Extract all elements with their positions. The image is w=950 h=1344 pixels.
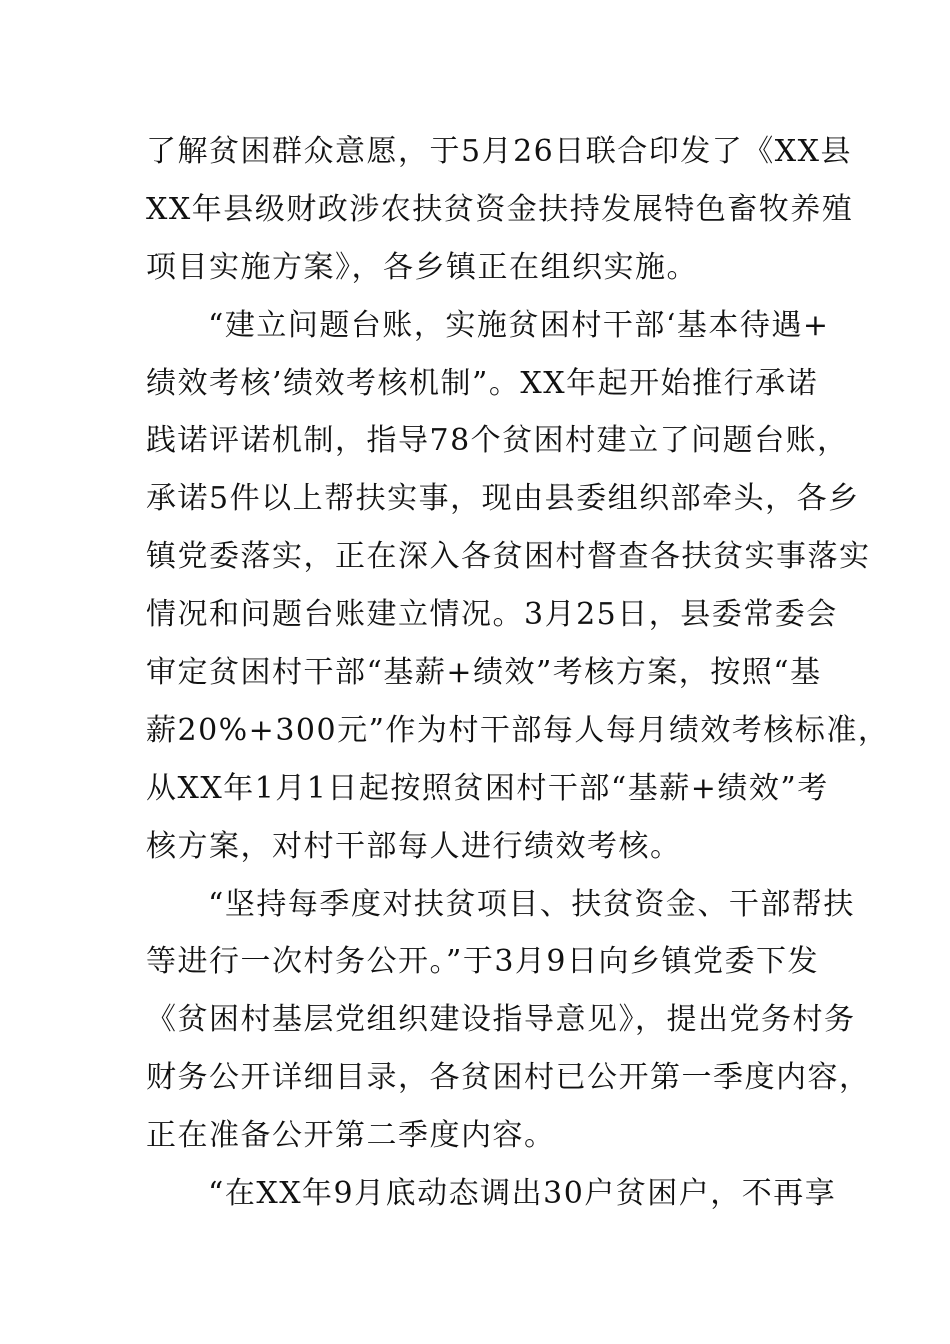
text-line: 《贫困村基层党组织建设指导意见》，提出党务村务 xyxy=(146,1002,856,1038)
paragraph-start-line: “建立问题台账，实施贫困村干部‘基本待遇+ xyxy=(208,307,830,343)
text-line: XX年县级财政涉农扶贫资金扶持发展特色畜牧养殖 xyxy=(146,191,854,227)
text-line: 承诺5件以上帮扶实事，现由县委组织部牵头，各乡 xyxy=(146,481,860,517)
text-line: 从XX年1月1日起按照贫困村干部“基薪+绩效”考 xyxy=(146,770,829,806)
text-line: 等进行一次村务公开。”于3月9日向乡镇党委下发 xyxy=(146,944,820,980)
text-line: 核方案，对村干部每人进行绩效考核。 xyxy=(146,828,682,864)
text-line: 情况和问题台账建立情况。3月25日，县委常委会 xyxy=(146,597,838,633)
document-body xyxy=(146,123,890,1223)
text-line: 正在准备公开第二季度内容。 xyxy=(146,1118,556,1154)
text-line: 薪20%+300元”作为村干部每人每月绩效考核标准， xyxy=(146,712,890,748)
text-line: 了解贫困群众意愿，于5月26日联合印发了《XX县 xyxy=(146,134,852,169)
text-line: 审定贫困村干部“基薪+绩效”考核方案，按照“基 xyxy=(146,655,822,691)
paragraph-start-line: “坚持每季度对扶贫项目、扶贫资金、干部帮扶 xyxy=(208,886,855,922)
text-line: 项目实施方案》，各乡镇正在组织实施。 xyxy=(146,249,698,285)
text-line: 镇党委落实，正在深入各贫困村督查各扶贫实事落实 xyxy=(146,539,871,575)
paragraph-start-line: “在XX年9月底动态调出30户贫困户，不再享 xyxy=(208,1176,837,1212)
text-line: 践诺评诺机制，指导78个贫困村建立了问题台账， xyxy=(146,423,849,459)
text-line: 绩效考核’绩效考核机制”。XX年起开始推行承诺 xyxy=(146,365,819,401)
text-line: 财务公开详细目录，各贫困村已公开第一季度内容， xyxy=(146,1060,871,1096)
